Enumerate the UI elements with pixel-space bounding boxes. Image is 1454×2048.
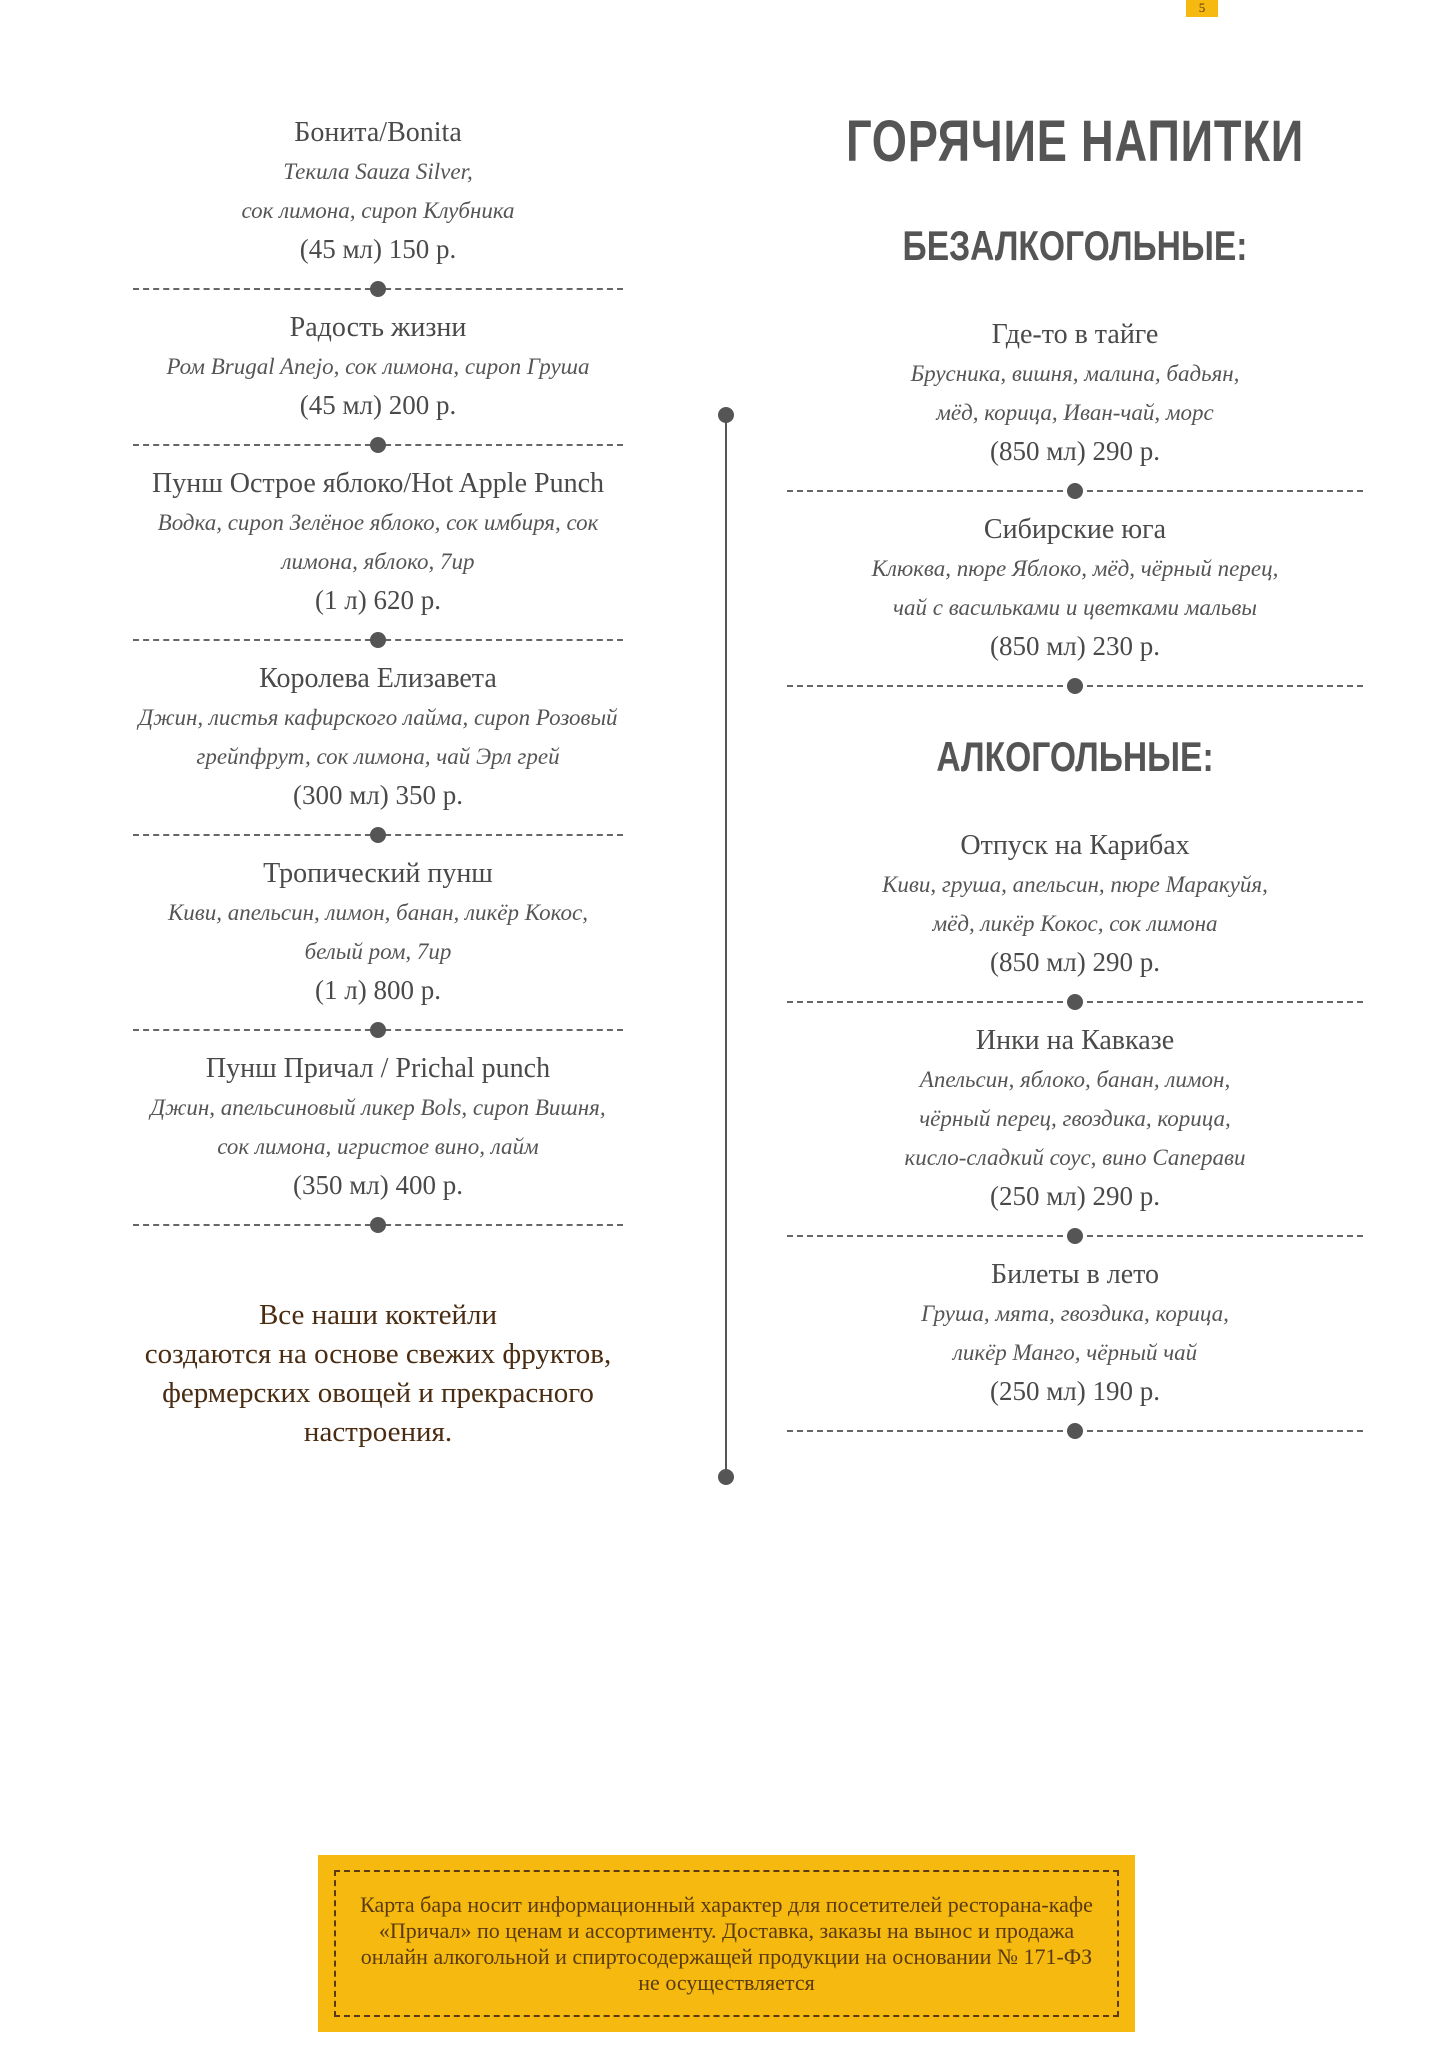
note-line: Все наши коктейли [258,1299,498,1331]
item-description: Джин, листья кафирского лайма, сироп Розовый [138,705,618,730]
item-price: (1 л) 620 р. [315,585,441,615]
item-separator [100,425,656,464]
item-description: чай с васильками и цветками мальвы [893,595,1257,620]
item-description: Киви, груша, апельсин, пюре Маракуйя, [882,872,1268,897]
item-separator [100,269,656,308]
item-name: Пунш Причал / Prichal punch [205,1053,551,1084]
item-name: Радость жизни [289,312,467,343]
item-separator [787,982,1363,1021]
subsection-title-non-alcoholic: БЕЗАЛКОГОЛЬНЫЕ: [902,222,1248,269]
item-price: (250 мл) 290 р. [989,1181,1161,1211]
item-name: Пунш Острое яблоко/Hot Apple Punch [151,468,604,499]
notice-border [334,1870,1119,2017]
menu-item [787,826,1363,1021]
separator-dot [1067,994,1083,1010]
item-price: (250 мл) 190 р. [989,1376,1161,1406]
item-description: сок лимона, игристое вино, лайм [217,1134,539,1159]
separator-dot [370,437,386,453]
item-name: Отпуск на Карибах [960,830,1190,861]
section-title: ГОРЯЧИЕ НАПИТКИ [845,109,1305,174]
item-description: мёд, корица, Иван-чай, морс [936,400,1214,425]
item-description: Брусника, вишня, малина, бадьян, [910,361,1240,386]
item-description: белый ром, 7ир [304,939,452,964]
divider-line [725,415,727,1477]
item-name: Инки на Кавказе [975,1025,1175,1056]
item-price: (850 мл) 290 р. [989,947,1161,977]
menu-item [787,1021,1363,1255]
legal-notice [318,1855,1135,2032]
item-price: (45 мл) 150 р. [299,234,457,264]
item-name: Королева Елизавета [259,663,497,694]
item-separator [100,620,656,659]
menu-item [100,464,656,659]
item-description: мёд, ликёр Кокос, сок лимона [932,911,1218,936]
separator-dot [370,632,386,648]
divider-dot-top [718,407,734,423]
item-price: (350 мл) 400 р. [292,1170,464,1200]
notice-text: Карта бара носит информационный характер для посетителей ресторана-кафе «Причал» по ценам и ассортименту. Доставка, заказы на вынос и продажа онлайн алкогольной и спиртосодержащей продукции на основании № 171-ФЗ не осуществляется [360,1891,1093,1995]
note-line: создаются на основе свежих фруктов, [144,1338,612,1370]
note-line: настроения. [303,1416,453,1448]
menu-item [787,315,1363,510]
item-price: (850 мл) 290 р. [989,436,1161,466]
menu-item [100,1049,656,1244]
item-description: чёрный перец, гвоздика, корица, [919,1106,1231,1131]
menu-item [787,510,1363,705]
note-line: фермерских овощей и прекрасного [162,1377,594,1409]
item-name: Бонита/Bonita [294,117,462,148]
item-price: (1 л) 800 р. [315,975,441,1005]
item-description: грейпфрут, сок лимона, чай Эрл грей [196,744,560,769]
item-separator [787,1411,1363,1450]
item-description: Апельсин, яблоко, банан, лимон, [919,1067,1231,1092]
separator-dot [370,1022,386,1038]
item-separator [787,471,1363,510]
separator-dot [1067,1228,1083,1244]
alcoholic-list [787,826,1363,1450]
divider-dot-bottom [718,1469,734,1485]
item-description: Клюква, пюре Яблоко, мёд, чёрный перец, [871,556,1279,581]
non-alcoholic-list [787,315,1363,705]
cocktail-list [100,113,656,1452]
separator-dot [1067,1423,1083,1439]
separator-dot [1067,483,1083,499]
separator-dot [370,827,386,843]
item-separator [100,1205,656,1244]
separator-dot [370,1217,386,1233]
item-separator [100,815,656,854]
item-separator [100,1010,656,1049]
menu-item [100,659,656,854]
item-separator [787,666,1363,705]
item-description: Текила Sauza Silver, [283,159,473,184]
item-name: Билеты в лето [991,1259,1159,1290]
item-name: Где-то в тайге [991,319,1159,350]
menu-item [787,1255,1363,1450]
menu-item [100,308,656,464]
menu-item [100,113,656,308]
item-description: Ром Brugal Anejo, сок лимона, сироп Груша [166,354,590,379]
item-price: (300 мл) 350 р. [292,780,464,810]
item-description: кисло-сладкий соус, вино Саперави [904,1145,1246,1170]
menu-item [100,854,656,1049]
item-price: (850 мл) 230 р. [989,631,1161,661]
subsection-title-alcoholic: АЛКОГОЛЬНЫЕ: [936,733,1214,780]
separator-dot [1067,678,1083,694]
item-description: Водка, сироп Зелёное яблоко, сок имбиря, сок [157,510,599,535]
item-description: сок лимона, сироп Клубника [241,198,515,223]
separator-dot [370,281,386,297]
item-description: Джин, апельсиновый ликер Bols, сироп Вишня, [150,1095,606,1120]
item-description: Киви, апельсин, лимон, банан, ликёр Кокос, [168,900,588,925]
item-price: (45 мл) 200 р. [299,390,457,420]
item-description: ликёр Манго, чёрный чай [952,1340,1198,1365]
item-name: Тропический пунш [263,858,493,889]
item-description: лимона, яблоко, 7ир [281,549,475,574]
item-description: Груша, мята, гвоздика, корица, [921,1301,1229,1326]
page-number: 5 [1186,0,1218,17]
item-separator [787,1216,1363,1255]
cocktail-note [100,1296,656,1452]
item-name: Сибирские юга [983,514,1167,545]
